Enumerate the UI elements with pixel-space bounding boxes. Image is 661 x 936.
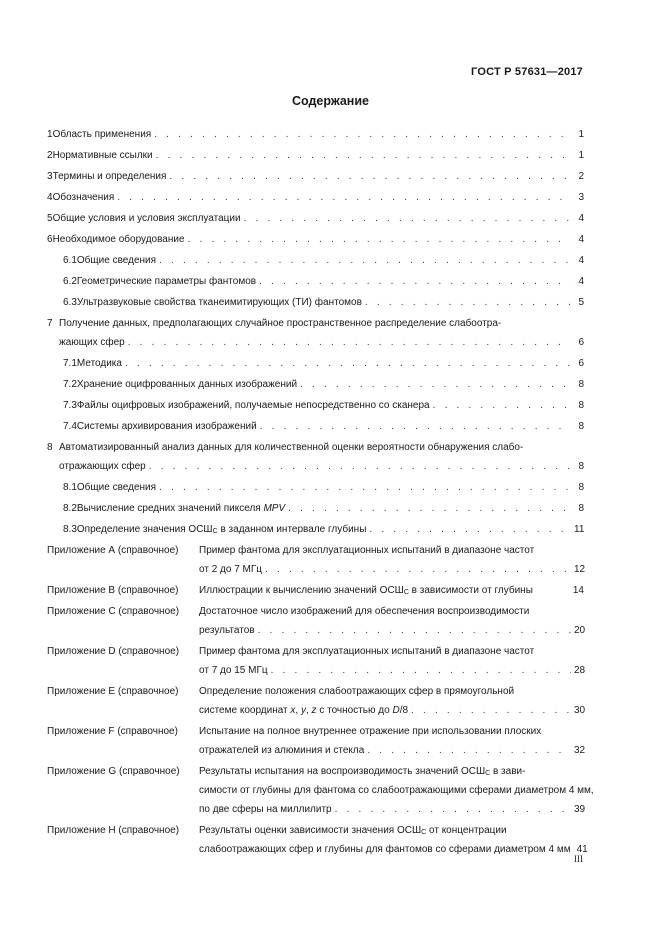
toc-entry-6-2[interactable]: [47, 275, 584, 288]
toc-appendix-b[interactable]: [47, 584, 584, 597]
toc-page: 8: [578, 379, 584, 390]
appendix-head: Приложение D (справочное): [47, 646, 180, 657]
toc-page: 4: [578, 276, 584, 287]
toc-num: 6.2: [63, 276, 77, 287]
toc-page: 20: [574, 625, 586, 636]
page-number: III: [574, 854, 583, 864]
toc-entry-4[interactable]: [47, 191, 584, 204]
appendix-text-continued: отражателей из алюминия и стекла: [199, 745, 365, 756]
toc-page: 11: [574, 524, 585, 535]
appendix-text-continued: от 2 до 7 МГц: [199, 564, 263, 575]
appendix-text-continued: результатов: [199, 625, 255, 636]
toc-page: 8: [578, 482, 584, 493]
appendix-head: Приложение F (справочное): [47, 726, 178, 737]
dot-leader: [125, 357, 571, 370]
toc-text: Область применения: [52, 129, 152, 140]
toc-entry-7-3[interactable]: [47, 399, 584, 412]
toc-page: 6: [578, 358, 584, 369]
toc-entry-6[interactable]: [47, 233, 584, 246]
appendix-text: Пример фантома для эксплуатационных испытаний в диапазоне частот: [199, 545, 535, 556]
appendix-text: Определение положения слабоотражающих сфер в прямоугольной: [199, 686, 515, 697]
appendix-text: Иллюстрации к вычислению значений $ОСШ_С$ в зависимости от глубины: [199, 585, 533, 596]
toc-text: Определение значения $ОСШ_С$ в заданном интервале глубины: [76, 524, 367, 535]
appendix-text: Пример фантома для эксплуатационных испытаний в диапазоне частот: [199, 646, 535, 657]
toc-page: 4: [578, 255, 584, 266]
toc-page: 6: [578, 337, 584, 348]
dot-leader: [411, 704, 571, 717]
dot-leader: [271, 664, 571, 677]
appendix-text: Результаты испытания на воспроизводимость значений $ОСШ_С$ в зави-: [199, 766, 526, 777]
toc-entry-2[interactable]: [47, 149, 584, 162]
toc-num: 4: [47, 192, 53, 203]
toc-page: 5: [578, 297, 584, 308]
appendix-head: Приложение Е (справочное): [47, 686, 179, 697]
dot-leader: [369, 523, 571, 536]
toc-num: 8: [47, 442, 53, 453]
toc-page: 12: [574, 564, 586, 575]
dot-leader: [433, 399, 571, 412]
dot-leader: [159, 254, 571, 267]
table-of-contents: [47, 128, 594, 864]
dot-leader: [259, 275, 571, 288]
toc-page: 8: [578, 421, 584, 432]
toc-page: 14: [572, 585, 584, 596]
toc-page: 1: [578, 129, 584, 140]
toc-entry-7-2[interactable]: [47, 378, 584, 391]
appendix-text: Результаты оценки зависимости значения $ОСШ_С$ от концентрации: [199, 825, 507, 836]
toc-text: Общие сведения: [76, 482, 157, 493]
dot-leader: [367, 744, 571, 757]
page-title: Содержание: [291, 94, 369, 108]
toc-page: 41: [576, 844, 588, 855]
toc-num: 3: [47, 171, 53, 182]
toc-entry-8[interactable]: [47, 441, 584, 473]
toc-appendix-h[interactable]: [47, 824, 588, 856]
appendix-head: Приложение С (справочное): [47, 606, 180, 617]
toc-entry-8-2[interactable]: [47, 502, 584, 515]
toc-text: Вычисление средних значений пикселя MPV: [76, 503, 286, 514]
dot-leader: [300, 378, 571, 391]
appendix-head: Приложение Н (справочное): [47, 825, 180, 836]
toc-page: 32: [574, 745, 586, 756]
toc-num: 7.2: [63, 379, 77, 390]
toc-appendix-f[interactable]: [47, 725, 584, 757]
toc-num: 6: [47, 234, 53, 245]
dot-leader: [128, 336, 571, 349]
toc-entry-6-3[interactable]: [47, 296, 584, 309]
toc-text: Термины и определения: [52, 171, 167, 182]
toc-entry-7-4[interactable]: [47, 420, 584, 433]
appendix-text: Испытание на полное внутреннее отражение при использовании плоских: [199, 726, 542, 737]
toc-num: 7.4: [63, 421, 77, 432]
toc-num: 6.1: [63, 255, 77, 266]
toc-text: Общие сведения: [76, 255, 157, 266]
toc-entry-8-1[interactable]: [47, 481, 584, 494]
toc-num: 5: [47, 213, 53, 224]
toc-page: 1: [578, 150, 584, 161]
toc-page: 8: [578, 400, 584, 411]
dot-leader: [244, 212, 571, 225]
dot-leader: [159, 481, 571, 494]
toc-num: 7.3: [63, 400, 77, 411]
dot-leader: [188, 233, 571, 246]
dot-leader: [260, 420, 571, 433]
dot-leader: [265, 563, 571, 576]
appendix-text-continued: симости от глубины для фантома со слабоотражающими сферами диаметром 4 мм,: [199, 785, 594, 796]
toc-num: 8.3: [63, 524, 77, 535]
toc-num: 6.3: [63, 297, 77, 308]
dot-leader: [154, 128, 571, 141]
toc-text: Получение данных, предполагающих случайное пространственное распределение слабоотра-: [59, 318, 502, 329]
toc-page: 39: [574, 804, 586, 815]
toc-num: 8.1: [63, 482, 77, 493]
toc-num: 7.1: [63, 358, 77, 369]
toc-appendix-a[interactable]: [47, 544, 584, 576]
toc-page: 4: [578, 234, 584, 245]
toc-entry-1[interactable]: [47, 128, 584, 141]
toc-page: 8: [578, 503, 584, 514]
appendix-text-continued: от 7 до 15 МГц: [199, 665, 268, 676]
toc-page: 3: [578, 192, 584, 203]
toc-page: 8: [578, 461, 584, 472]
toc-text: Геометрические параметры фантомов: [76, 276, 257, 287]
toc-text-continued: жающих сфер: [59, 337, 125, 348]
toc-text: Общие условия и условия эксплуатации: [52, 213, 241, 224]
toc-text: Системы архивирования изображений: [76, 421, 257, 432]
toc-appendix-d[interactable]: [47, 645, 584, 677]
toc-entry-5[interactable]: [47, 212, 584, 225]
appendix-text: Достаточное число изображений для обеспечения воспроизводимости: [199, 606, 530, 617]
appendix-head: Приложение G (справочное): [47, 766, 180, 777]
toc-text: Необходимое оборудование: [52, 234, 185, 245]
toc-entry-8-3[interactable]: [47, 523, 584, 536]
toc-text: Автоматизированный анализ данных для количественной оценки вероятности обнаружения слабо-: [59, 442, 524, 453]
appendix-head: Приложение А (справочное): [47, 545, 179, 556]
toc-text-continued: отражающих сфер: [59, 461, 146, 472]
toc-page: 30: [574, 705, 586, 716]
toc-text: Ультразвуковые свойства тканеимитирующих (ТИ) фантомов: [76, 297, 362, 308]
toc-num: 2: [47, 150, 53, 161]
toc-entry-7-1[interactable]: [47, 357, 584, 370]
standard-code: ГОСТ Р 57631—2017: [471, 66, 583, 78]
dot-leader: [365, 296, 571, 309]
toc-entry-3[interactable]: [47, 170, 584, 183]
toc-appendix-c[interactable]: [47, 605, 584, 637]
dot-leader: [169, 170, 571, 183]
appendix-text-continued: слабоотражающих сфер и глубины для фантомов со сферами диаметром 4 мм: [199, 844, 571, 855]
toc-text: Файлы оцифровых изображений, получаемые непосредственно со сканера: [76, 400, 430, 411]
toc-page: 2: [578, 171, 584, 182]
toc-appendix-e[interactable]: [47, 685, 584, 717]
toc-text: Нормативные ссылки: [52, 150, 153, 161]
appendix-text-continued: по две сферы на миллилитр: [199, 804, 332, 815]
toc-appendix-g[interactable]: [47, 765, 594, 816]
mpv-term: MPV: [263, 503, 286, 514]
dot-leader: [258, 624, 571, 637]
toc-text: Методика: [76, 358, 122, 369]
dot-leader: [288, 502, 571, 515]
appendix-text-continued: системе координат x, y, z с точностью до D/8: [199, 705, 409, 716]
dot-leader: [156, 149, 571, 162]
toc-entry-6-1[interactable]: [47, 254, 584, 267]
toc-num: 1: [47, 129, 53, 140]
toc-page: 28: [574, 665, 586, 676]
dot-leader: [335, 803, 571, 816]
toc-num: 7: [47, 318, 53, 329]
dot-leader: [117, 191, 571, 204]
dot-leader: [149, 460, 571, 473]
toc-text: Хранение оцифрованных данных изображений: [76, 379, 298, 390]
toc-page: 4: [578, 213, 584, 224]
toc-num: 8.2: [63, 503, 77, 514]
appendix-head: Приложение В (справочное): [47, 585, 179, 596]
toc-entry-7[interactable]: [47, 317, 584, 349]
toc-text: Обозначения: [52, 192, 115, 203]
